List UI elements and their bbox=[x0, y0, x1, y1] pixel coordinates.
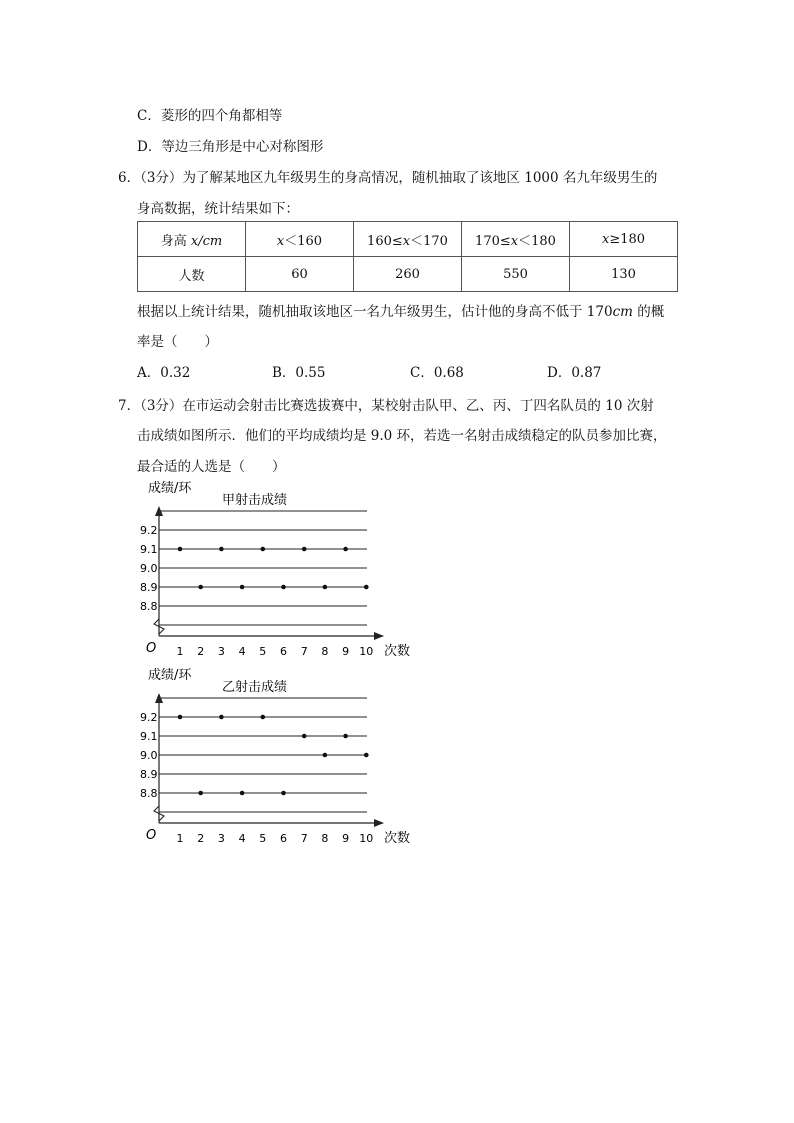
x-axis-arrow bbox=[374, 632, 384, 640]
data-point bbox=[261, 715, 266, 720]
data-point bbox=[343, 547, 348, 552]
question-number: 7． bbox=[118, 398, 141, 414]
x-tick-label: 5 bbox=[259, 645, 267, 658]
table-row-label: 人数 bbox=[138, 257, 246, 292]
x-tick-label: 8 bbox=[321, 832, 329, 845]
origin-label: O bbox=[146, 828, 157, 843]
table-header-range-4: x≥180 bbox=[570, 222, 678, 257]
y-tick-label: 8.8 bbox=[140, 787, 158, 800]
option-d[interactable]: D．0.87 bbox=[547, 365, 602, 381]
question-score: （3分） bbox=[140, 170, 183, 186]
question-6-after-line-2: 率是（ ） bbox=[137, 334, 218, 350]
table-header-range-2: 160≤x＜170 bbox=[354, 222, 462, 257]
x-tick-label: 1 bbox=[176, 832, 184, 845]
y-tick-label: 8.9 bbox=[140, 581, 158, 594]
x-tick-label: 9 bbox=[342, 832, 350, 845]
x-tick-label: 1 bbox=[176, 645, 184, 658]
question-stem: 在市运动会射击比赛选拔赛中，某校射击队甲、乙、丙、丁四名队员的 10 次射 bbox=[182, 398, 654, 414]
y-tick-label: 9.0 bbox=[140, 749, 158, 762]
question-6-line-2: 身高数据，统计结果如下： bbox=[137, 201, 299, 217]
data-point bbox=[302, 547, 307, 552]
x-axis-label: 次数 bbox=[384, 831, 411, 846]
data-point bbox=[198, 585, 203, 590]
table-header-range-3: 170≤x＜180 bbox=[462, 222, 570, 257]
data-point bbox=[178, 715, 183, 720]
y-tick-label: 9.2 bbox=[140, 524, 158, 537]
origin-label: O bbox=[146, 641, 157, 656]
x-axis-label: 次数 bbox=[384, 644, 411, 659]
x-tick-label: 8 bbox=[321, 645, 329, 658]
chart-title: 甲射击成绩 bbox=[222, 493, 288, 508]
x-tick-label: 6 bbox=[280, 832, 287, 845]
data-point bbox=[323, 585, 328, 590]
question-7-line-2: 击成绩如图所示．他们的平均成绩均是 9.0 环，若选一名射击成绩稳定的队员参加比赛， bbox=[137, 428, 667, 444]
prev-option-c: C．菱形的四个角都相等 bbox=[137, 108, 283, 124]
question-7-line-3: 最合适的人选是（ ） bbox=[137, 459, 286, 475]
option-a[interactable]: A．0.32 bbox=[137, 365, 191, 381]
y-tick-label: 9.2 bbox=[140, 711, 158, 724]
prev-option-d: D．等边三角形是中心对称图形 bbox=[137, 139, 324, 155]
question-score: （3分） bbox=[140, 398, 183, 414]
y-tick-label: 8.8 bbox=[140, 600, 158, 613]
chart-title: 乙射击成绩 bbox=[222, 680, 288, 695]
data-point bbox=[323, 753, 328, 758]
data-point bbox=[198, 791, 203, 796]
x-tick-label: 6 bbox=[280, 645, 287, 658]
table-row-header bbox=[138, 222, 678, 257]
option-b[interactable]: B．0.55 bbox=[272, 365, 326, 381]
shooting-chart-jia bbox=[130, 476, 430, 671]
data-point bbox=[178, 547, 183, 552]
data-point bbox=[261, 547, 266, 552]
table-row-counts bbox=[138, 257, 678, 292]
data-point bbox=[281, 585, 286, 590]
data-point bbox=[343, 734, 348, 739]
y-tick-label: 8.9 bbox=[140, 768, 158, 781]
data-point bbox=[240, 585, 245, 590]
y-axis-label: 成绩/环 bbox=[148, 668, 192, 683]
x-tick-label: 10 bbox=[359, 645, 374, 658]
data-point bbox=[219, 715, 224, 720]
x-tick-label: 4 bbox=[238, 645, 246, 658]
question-number: 6． bbox=[118, 170, 141, 186]
table-cell-count: 130 bbox=[570, 257, 678, 292]
data-point bbox=[219, 547, 224, 552]
height-stats-table bbox=[137, 221, 678, 292]
data-point bbox=[240, 791, 245, 796]
y-tick-label: 9.1 bbox=[140, 730, 158, 743]
x-tick-label: 7 bbox=[300, 645, 308, 658]
x-tick-label: 3 bbox=[217, 645, 225, 658]
question-stem: 为了解某地区九年级男生的身高情况，随机抽取了该地区 1000 名九年级男生的 bbox=[182, 170, 658, 186]
x-tick-label: 7 bbox=[300, 832, 308, 845]
table-cell-count: 550 bbox=[462, 257, 570, 292]
x-tick-label: 5 bbox=[259, 832, 267, 845]
option-c[interactable]: C．0.68 bbox=[410, 365, 464, 381]
x-tick-label: 10 bbox=[359, 832, 374, 845]
y-tick-label: 9.1 bbox=[140, 543, 158, 556]
table-header-range-1: x＜160 bbox=[246, 222, 354, 257]
data-point bbox=[364, 585, 369, 590]
question-6-after-line-1: 根据以上统计结果，随机抽取该地区一名九年级男生，估计他的身高不低于 170cm 的概 bbox=[137, 304, 665, 320]
x-tick-label: 4 bbox=[238, 832, 246, 845]
x-axis-arrow bbox=[374, 819, 384, 827]
table-header-label: 身高 x/cm bbox=[138, 222, 246, 257]
data-point bbox=[364, 753, 369, 758]
x-tick-label: 2 bbox=[197, 832, 205, 845]
x-tick-label: 3 bbox=[217, 832, 225, 845]
x-tick-label: 9 bbox=[342, 645, 350, 658]
data-point bbox=[302, 734, 307, 739]
y-tick-label: 9.0 bbox=[140, 562, 158, 575]
y-axis-label: 成绩/环 bbox=[148, 481, 192, 496]
x-tick-label: 2 bbox=[197, 645, 205, 658]
shooting-chart-yi bbox=[130, 663, 430, 858]
table-cell-count: 260 bbox=[354, 257, 462, 292]
data-point bbox=[281, 791, 286, 796]
question-7-line-1 bbox=[118, 394, 654, 414]
table-cell-count: 60 bbox=[246, 257, 354, 292]
question-6-line-1 bbox=[118, 166, 657, 186]
